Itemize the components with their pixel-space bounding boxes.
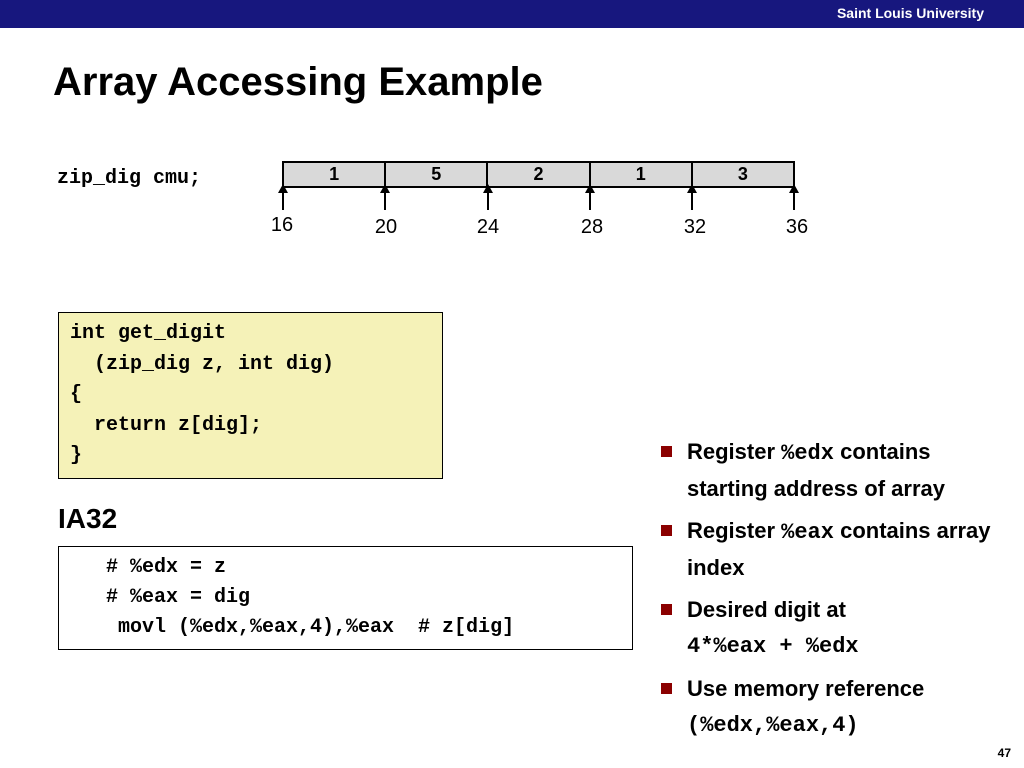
page-number: 47 [997, 746, 1011, 760]
address-label: 16 [270, 214, 294, 236]
address-arrow [793, 186, 795, 210]
address-label: 36 [785, 216, 809, 238]
code-line: # %eax = dig [106, 586, 251, 609]
bullet-text: contains starting address of array [687, 439, 945, 501]
address-arrow [487, 186, 489, 210]
array-declaration: zip_dig cmu; [57, 167, 202, 190]
bullet-item [659, 592, 999, 664]
slide-title: Array Accessing Example [53, 60, 543, 104]
address-arrow [691, 186, 693, 210]
bullet-item [659, 513, 999, 585]
university-name: Saint Louis University [836, 5, 984, 21]
bullet-code: %edx [781, 441, 834, 466]
bullet-text: Register [687, 518, 782, 543]
bullet-square-icon [661, 525, 672, 536]
code-line: int get_digit [70, 322, 227, 345]
bullet-code: 4*%eax + %edx [687, 634, 859, 659]
address-arrow [384, 186, 386, 210]
address-arrow [589, 186, 591, 210]
address-label: 24 [476, 216, 500, 238]
code-line: (zip_dig z, int dig) [70, 352, 335, 376]
bullet-square-icon [661, 604, 672, 615]
code-line: # %edx = z [106, 556, 227, 579]
assembly-code-box [58, 546, 633, 650]
bullet-code: (%edx,%eax,4) [687, 713, 859, 738]
array-diagram [282, 161, 795, 188]
bullet-text: Desired digit at [687, 597, 846, 622]
bullet-item [659, 671, 999, 743]
code-line: { [70, 383, 83, 406]
bullet-code: %eax [781, 520, 834, 545]
address-arrow [282, 186, 284, 210]
array-cell: 2 [486, 163, 588, 186]
code-line: return z[dig]; [70, 413, 263, 437]
c-code-box [58, 312, 443, 479]
array-cell: 1 [329, 164, 340, 184]
bullet-item [659, 434, 999, 506]
bullet-text: Use memory reference [687, 676, 925, 701]
array-cell: 3 [691, 163, 793, 186]
bullet-square-icon [661, 683, 672, 694]
header-bar [0, 0, 1024, 28]
bullet-text: contains array index [687, 518, 991, 580]
address-label: 32 [683, 216, 707, 238]
address-label: 20 [374, 216, 398, 238]
array-cell: 1 [589, 163, 691, 186]
architecture-label: IA32 [58, 503, 118, 534]
code-line: } [70, 444, 83, 467]
bullet-square-icon [661, 446, 672, 457]
code-line: movl (%edx,%eax,4),%eax # z[dig] [106, 616, 515, 639]
array-cell: 5 [384, 163, 486, 186]
address-label: 28 [580, 216, 604, 238]
bullet-list [659, 434, 999, 750]
bullet-text: Register [687, 439, 782, 464]
